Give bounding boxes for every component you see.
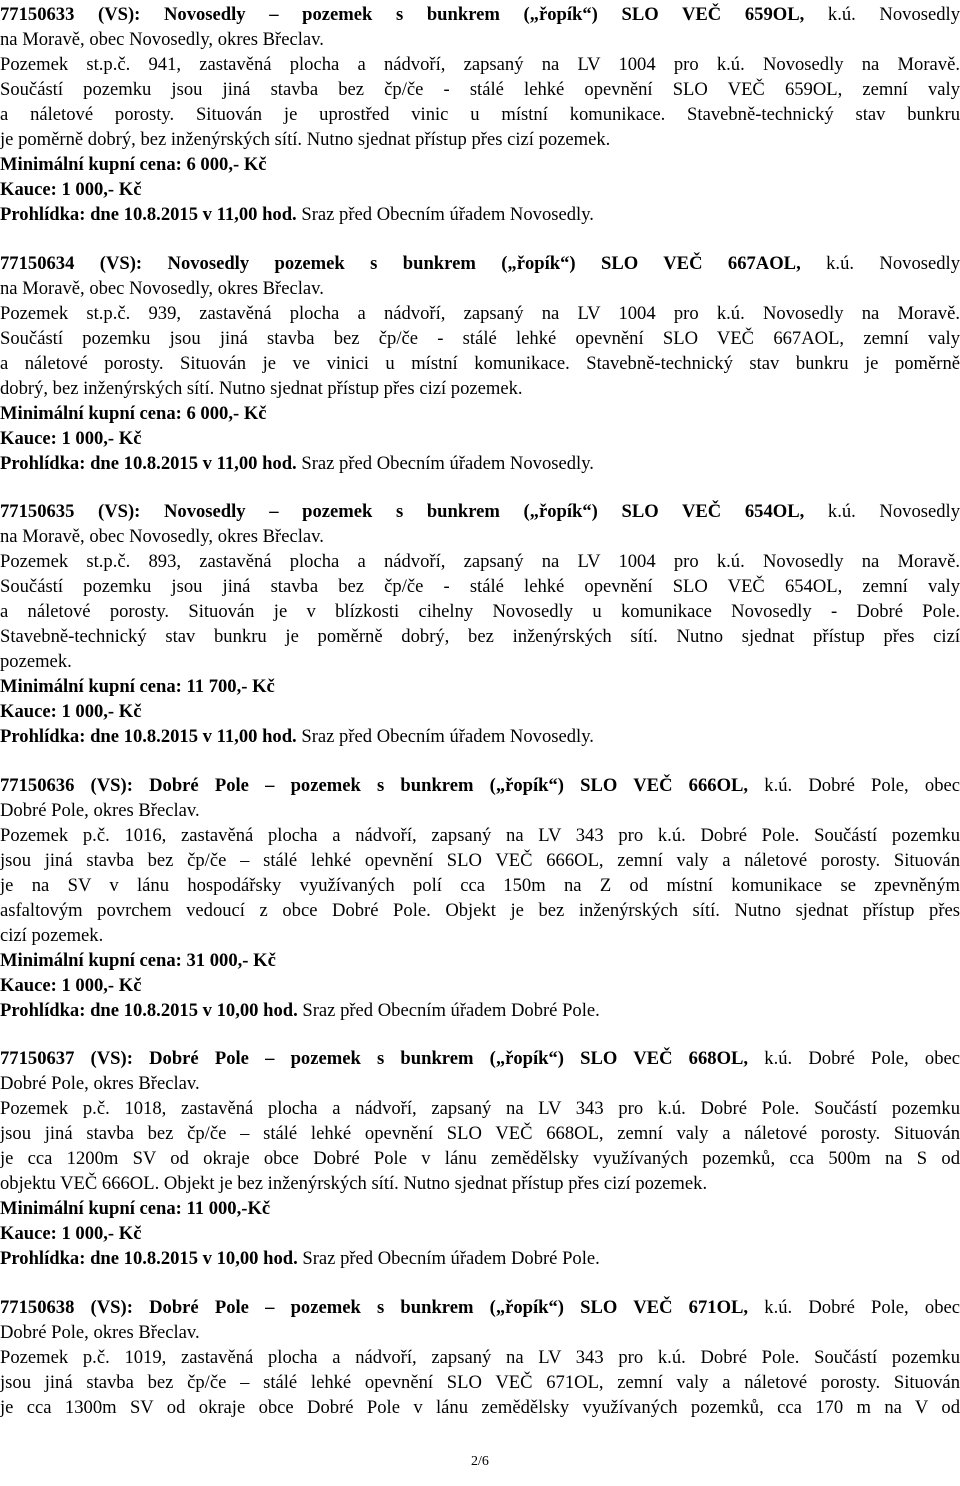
entry-text-line [0,77,960,102]
bold-text: Kauce: 1 000,- Kč [0,701,142,722]
entry-text-line [0,524,960,549]
auction-entry [0,251,960,476]
body-text: na Moravě, obec Novosedly, okres Břeclav. [0,526,324,547]
entry-text-line [0,1395,960,1420]
entry-text-line [0,1221,960,1246]
entry-text-line [0,152,960,177]
entry-text-line [0,1345,960,1370]
entry-text-line [0,451,960,476]
body-text: Pozemek st.p.č. 893, zastavěná plocha a nádvoří, zapsaný na LV 1004 pro k.ú. Novosedly na Moravě. [0,551,960,572]
entry-text-line [0,177,960,202]
bold-text: 77150634 (VS): Novosedly pozemek s bunkrem („řopík“) SLO VEČ 667AOL, [0,252,801,274]
bold-text: 77150633 (VS): Novosedly – pozemek s bunkrem („řopík“) SLO VEČ 659OL, [0,4,805,25]
body-text: k.ú. Novosedly [804,4,960,25]
body-text: Pozemek p.č. 1016, zastavěná plocha a nádvoří, zapsaný na LV 343 pro k.ú. Dobré Pole. Součástí pozemku [0,824,960,846]
entry-text-line [0,549,960,574]
entry-text-line [0,1320,960,1345]
entry-text-line [0,599,960,624]
auction-entry [0,1295,960,1420]
body-text: Dobré Pole, okres Břeclav. [0,799,200,821]
bold-text: Minimální kupní cena: 31 000,- Kč [0,949,276,971]
body-text: na Moravě, obec Novosedly, okres Břeclav. [0,29,324,50]
entry-heading-line [0,1046,960,1071]
bold-text: Minimální kupní cena: 11 000,-Kč [0,1198,271,1219]
body-text: Součástí pozemku jsou jiná stavba bez čp/če - stálé lehké opevnění SLO VEČ 659OL, zemní valy [0,79,960,100]
body-text: Pozemek p.č. 1018, zastavěná plocha a nádvoří, zapsaný na LV 343 pro k.ú. Dobré Pole. Součástí pozemku [0,1098,960,1119]
entry-text-line [0,1246,960,1271]
entry-text-line [0,202,960,227]
entry-heading-line [0,499,960,524]
body-text: jsou jiná stavba bez čp/če – stálé lehké opevnění SLO VEČ 668OL, zemní valy a náletové porosty. Situován [0,1123,960,1144]
body-text: jsou jiná stavba bez čp/če – stálé lehké opevnění SLO VEČ 671OL, zemní valy a náletové porosty. Situován [0,1371,960,1393]
entry-text-line [0,798,960,823]
bold-text: Kauce: 1 000,- Kč [0,974,142,996]
entry-text-line [0,1146,960,1171]
bold-text: Prohlídka: dne 10.8.2015 v 10,00 hod. [0,999,298,1021]
bold-text: Prohlídka: dne 10.8.2015 v 11,00 hod. [0,452,297,474]
body-text: je poměrně dobrý, bez inženýrských sítí. Nutno sjednat přístup přes cizí pozemek. [0,129,611,150]
entry-text-line [0,624,960,649]
entry-heading-line [0,773,960,798]
entry-text-line [0,27,960,52]
entry-text-line [0,1071,960,1096]
entry-text-line [0,724,960,749]
entry-text-line [0,102,960,127]
entries-list [0,2,960,1420]
bold-text: 77150637 (VS): Dobré Pole – pozemek s bunkrem („řopík“) SLO VEČ 668OL, [0,1048,749,1069]
bold-text: Prohlídka: dne 10.8.2015 v 10,00 hod. [0,1248,298,1269]
body-text: k.ú. Novosedly [800,252,960,274]
body-text: k.ú. Dobré Pole, obec [748,774,960,796]
entry-text-line [0,699,960,724]
auction-entry [0,773,960,1023]
entry-text-line [0,848,960,873]
entry-text-line [0,574,960,599]
bold-text: Minimální kupní cena: 11 700,- Kč [0,676,275,697]
entry-text-line [0,426,960,451]
entry-text-line [0,351,960,376]
entry-text-line [0,998,960,1023]
body-text: na Moravě, obec Novosedly, okres Břeclav. [0,277,324,299]
body-text: a náletové porosty. Situován je v blízkosti cihelny Novosedly u komunikace Novosedly - Dobré Pole. [0,601,960,622]
bold-text: 77150635 (VS): Novosedly – pozemek s bunkrem („řopík“) SLO VEČ 654OL, [0,501,805,522]
entry-text-line [0,1121,960,1146]
bold-text: Kauce: 1 000,- Kč [0,1223,142,1244]
body-text: k.ú. Novosedly [804,501,960,522]
entry-text-line [0,873,960,898]
body-text: Sraz před Obecním úřadem Novosedly. [296,452,594,474]
body-text: Dobré Pole, okres Břeclav. [0,1073,200,1094]
body-text: cizí pozemek. [0,924,104,946]
body-text: a náletové porosty. Situován je uprostřed vinic u místní komunikace. Stavebně-technický stav bunkru [0,104,960,125]
body-text: Pozemek st.p.č. 939, zastavěná plocha a nádvoří, zapsaný na LV 1004 pro k.ú. Novosedly na Moravě. [0,302,960,324]
entry-text-line [0,1096,960,1121]
body-text: a náletové porosty. Situován je ve vinici u místní komunikace. Stavebně-technický stav bunkru je poměrně [0,352,960,374]
entry-text-line [0,301,960,326]
entry-text-line [0,674,960,699]
bold-text: 77150636 (VS): Dobré Pole – pozemek s bunkrem („řopík“) SLO VEČ 666OL, [0,774,749,796]
bold-text: Prohlídka: dne 10.8.2015 v 11,00 hod. [0,726,297,747]
entry-text-line [0,649,960,674]
body-text: Stavebně-technický stav bunkru je poměrně dobrý, bez inženýrských sítí. Nutno sjednat přístup přes cizí [0,626,960,647]
body-text: je cca 1300m SV od okraje obce Dobré Pole v lánu zemědělsky využívaných pozemků, cca 170 m na V od [0,1396,960,1418]
bold-text: Kauce: 1 000,- Kč [0,179,142,200]
body-text: objektu VEČ 666OL. Objekt je bez inženýrských sítí. Nutno sjednat přístup přes cizí pozemek. [0,1173,708,1194]
bold-text: 77150638 (VS): Dobré Pole – pozemek s bunkrem („řopík“) SLO VEČ 671OL, [0,1296,749,1318]
entry-text-line [0,898,960,923]
entry-text-line [0,52,960,77]
body-text: Sraz před Obecním úřadem Dobré Pole. [297,999,600,1021]
body-text: dobrý, bez inženýrských sítí. Nutno sjednat přístup přes cizí pozemek. [0,377,523,399]
entry-text-line [0,948,960,973]
entry-text-line [0,376,960,401]
auction-entry [0,1046,960,1271]
entry-text-line [0,923,960,948]
entry-text-line [0,326,960,351]
body-text: k.ú. Dobré Pole, obec [748,1296,960,1318]
body-text: Součástí pozemku jsou jiná stavba bez čp/če - stálé lehké opevnění SLO VEČ 654OL, zemní valy [0,576,960,597]
auction-entry [0,2,960,227]
page-number: 2/6 [471,1454,489,1469]
body-text: pozemek. [0,651,72,672]
entry-text-line [0,1370,960,1395]
body-text: Součástí pozemku jsou jiná stavba bez čp/če - stálé lehké opevnění SLO VEČ 667AOL, zemní valy [0,327,960,349]
body-text: Pozemek st.p.č. 941, zastavěná plocha a nádvoří, zapsaný na LV 1004 pro k.ú. Novosedly na Moravě. [0,54,960,75]
body-text: Pozemek p.č. 1019, zastavěná plocha a nádvoří, zapsaný na LV 343 pro k.ú. Dobré Pole. Součástí pozemku [0,1346,960,1368]
entry-heading-line [0,1295,960,1320]
body-text: Sraz před Obecním úřadem Novosedly. [296,204,594,225]
entry-text-line [0,973,960,998]
body-text: asfaltovým povrchem vedoucí z obce Dobré Pole. Objekt je bez inženýrských sítí. Nutno sjednat přístup přes [0,899,960,921]
entry-heading-line [0,251,960,276]
body-text: je na SV v lánu hospodářsky využívaných polí cca 150m na Z od místní komunikace se zpevněným [0,874,960,896]
entry-text-line [0,1171,960,1196]
bold-text: Minimální kupní cena: 6 000,- Kč [0,154,267,175]
body-text: Dobré Pole, okres Břeclav. [0,1321,200,1343]
entry-text-line [0,401,960,426]
bold-text: Prohlídka: dne 10.8.2015 v 11,00 hod. [0,204,297,225]
body-text: Sraz před Obecním úřadem Dobré Pole. [297,1248,600,1269]
entry-text-line [0,1196,960,1221]
body-text: je cca 1200m SV od okraje obce Dobré Pole v lánu zemědělsky využívaných pozemků, cca 500m na S od [0,1148,960,1169]
bold-text: Kauce: 1 000,- Kč [0,427,142,449]
entry-text-line [0,276,960,301]
body-text: jsou jiná stavba bez čp/če – stálé lehké opevnění SLO VEČ 666OL, zemní valy a náletové porosty. Situován [0,849,960,871]
entry-text-line [0,823,960,848]
entry-text-line [0,127,960,152]
body-text: Sraz před Obecním úřadem Novosedly. [296,726,594,747]
entry-heading-line [0,2,960,27]
auction-entry [0,499,960,749]
body-text: k.ú. Dobré Pole, obec [748,1048,960,1069]
bold-text: Minimální kupní cena: 6 000,- Kč [0,402,267,424]
